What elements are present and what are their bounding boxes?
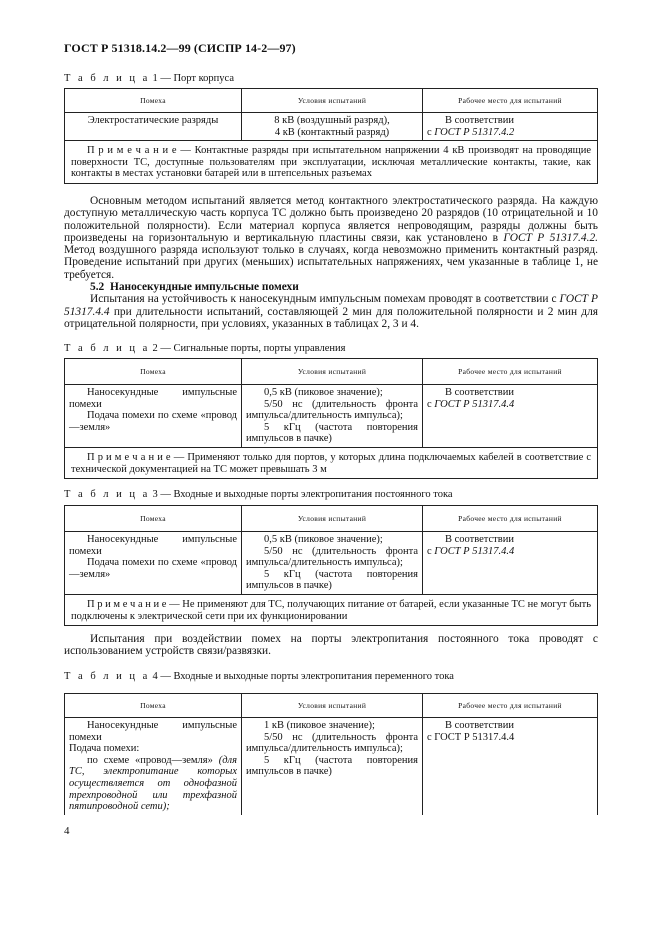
col-header-interference: Помеха	[65, 506, 242, 532]
table1	[64, 88, 598, 184]
cell-interference: Электростатические разряды	[65, 113, 242, 141]
cell-conditions: 0,5 кВ (пиковое значение); 5/50 нс (длительность фронта импульса/длительность импульса); 5 кГц (частота повторения импульсов в пачке)	[242, 385, 423, 448]
col-header-conditions: Условия испытаний	[242, 359, 423, 385]
body-text-1: Основным методом испытаний является метод контактного электростатического разряда. На каждую доступную металлическую часть корпуса ТС должно быть произведено 20 разрядов (10 отрицательной и 10 положительной полярности). Если материал корпуса является непроводящим, разряды должны быть произведены на горизонтальную и вертикальную пластины связи, как установлено в ГОСТ Р 51317.4.2. Метод воздушного разряда используют только в случаях, когда невозможно применить контактный разряд. Проведение испытаний при других (меньших) испытательных напряжениях, чем указанные в таблице 1, не требуется. 5.2 Наносекундные импульсные помехи Испытания на устойчивость к наносекундным импульсным помехам проводят в соответствии с ГОСТ Р 51317.4.4 при длительности испытаний, составляющей 2 мин для положительной полярности и 2 мин для отрицательной полярности, при условиях, указанных в таблицах 2, 3 и 4.	[64, 195, 598, 330]
table2	[64, 358, 598, 479]
cell-conditions: 8 кВ (воздушный разряд), 4 кВ (контактный разряд)	[242, 113, 423, 141]
col-header-workplace: Рабочее место для испытаний	[423, 506, 598, 532]
cell-workplace: В соответствии с ГОСТ Р 51317.4.4	[423, 532, 598, 595]
table-note-row	[65, 141, 598, 184]
table-header-row	[65, 89, 598, 113]
col-header-conditions: Условия испытаний	[242, 506, 423, 532]
table-row	[65, 113, 598, 141]
page-number: 4	[64, 825, 70, 837]
table-note-row	[65, 594, 598, 625]
table-header-row	[65, 506, 598, 532]
caption-text: 1 — Порт корпуса	[152, 73, 234, 84]
col-header-conditions: Условия испытаний	[242, 89, 423, 113]
cell-interference: Наносекундные импульсные помехи Подача помехи: по схеме «провод—земля» (для ТС, электропитание которых осуществляется от однофазной трехпроводной или трехфазной пятипроводной сети);	[65, 718, 242, 815]
col-header-conditions: Условия испытаний	[242, 694, 423, 718]
col-header-interference: Помеха	[65, 694, 242, 718]
cell-interference: Наносекундные импульсные помехи Подача помехи по схеме «провод—земля»	[65, 385, 242, 448]
table3-caption: Т а б л и ц а 3 — Входные и выходные порты электропитания постоянного тока	[64, 489, 453, 500]
table-note-row	[65, 447, 598, 478]
table-note: П р и м е ч а н и е — Применяют только для портов, у которых длина подключаемых кабелей в соответствие с технической документацией на ТС может превышать 3 м	[65, 447, 598, 478]
table1-caption	[64, 73, 234, 84]
caption-word: Т а б л и ц а	[64, 73, 150, 84]
table-row	[65, 532, 598, 595]
running-header: ГОСТ Р 51318.14.2—99 (СИСПР 14-2—97)	[64, 41, 296, 55]
col-header-workplace: Рабочее место для испытаний	[423, 359, 598, 385]
table4	[64, 693, 598, 815]
table-row	[65, 385, 598, 448]
table3	[64, 505, 598, 626]
col-header-interference: Помеха	[65, 89, 242, 113]
col-header-workplace: Рабочее место для испытаний	[423, 89, 598, 113]
table-header-row	[65, 359, 598, 385]
col-header-interference: Помеха	[65, 359, 242, 385]
section-number: 5.2	[90, 281, 105, 294]
table4-caption: Т а б л и ц а 4 — Входные и выходные порты электропитания переменного тока	[64, 671, 454, 682]
col-header-workplace: Рабочее место для испытаний	[423, 694, 598, 718]
cell-workplace: В соответствии с ГОСТ Р 51317.4.4	[423, 385, 598, 448]
table-note: П р и м е ч а н и е — Контактные разряды при испытательном напряжении 4 кВ производят на проводящие поверхности ТС, доступные пользователям при эксплуатации, исключая металлические контакты, такие, как контакты в местах установки батарей или в штепсельных разъемах	[65, 141, 598, 184]
table-header-row	[65, 694, 598, 718]
cell-workplace: В соответствии с ГОСТ Р 51317.4.4	[423, 718, 598, 815]
table-row	[65, 718, 598, 815]
cell-conditions: 0,5 кВ (пиковое значение); 5/50 нс (длительность фронта импульса/длительность импульса); 5 кГц (частота повторения импульсов в пачке)	[242, 532, 423, 595]
table-note: П р и м е ч а н и е — Не применяют для ТС, получающих питание от батарей, если указанные ТС не могут быть подключены к электрической сети при их функционировании	[65, 594, 598, 625]
section-title: Наносекундные импульсные помехи	[109, 281, 299, 294]
cell-conditions: 1 кВ (пиковое значение); 5/50 нс (длительность фронта импульса/длительность импульса); 5 кГц (частота повторения импульсов в пачке)	[242, 718, 423, 815]
cell-workplace: В соответствии с ГОСТ Р 51317.4.2	[423, 113, 598, 141]
cell-interference: Наносекундные импульсные помехи Подача помехи по схеме «провод—земля»	[65, 532, 242, 595]
table2-caption: Т а б л и ц а 2 — Сигнальные порты, порты управления	[64, 343, 346, 354]
body-text-2: Испытания при воздействии помех на порты электропитания постоянного тока проводят с использованием устройств связи/развязки.	[64, 633, 598, 658]
